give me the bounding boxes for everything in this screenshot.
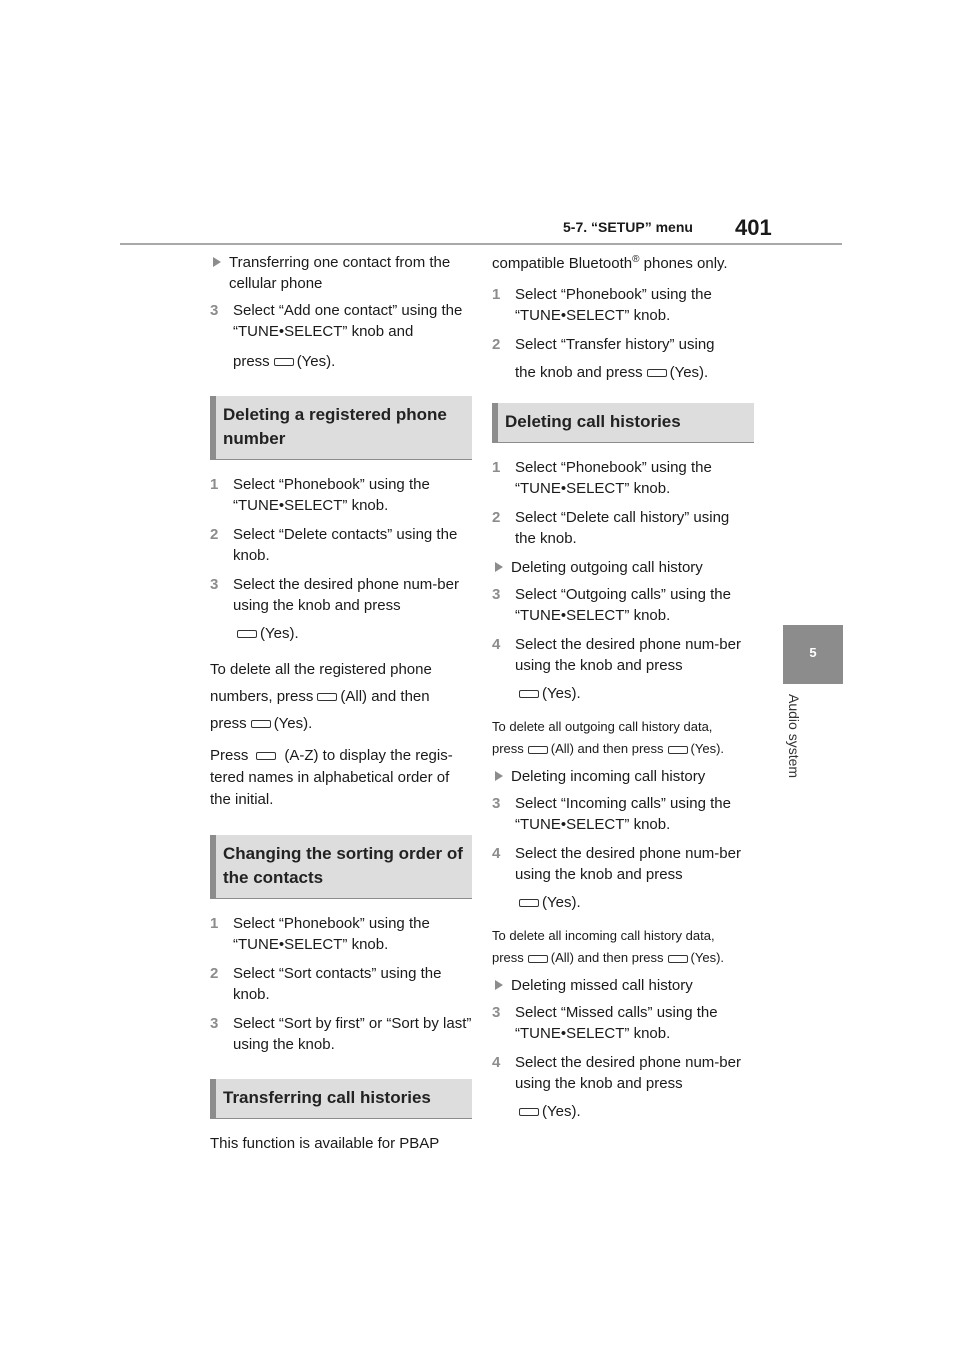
step-text: Select “Delete contacts” using the knob. [233, 526, 458, 564]
button-label: (Yes). [542, 1103, 581, 1120]
section-heading: Deleting a registered phone number [210, 396, 472, 460]
para-text: To delete all the registered phone [210, 661, 432, 678]
step-number: 1 [492, 286, 501, 303]
step-number: 3 [210, 302, 219, 319]
step-text: Select “Sort by first” or “Sort by last” using the knob. [233, 1015, 472, 1053]
screen-button-icon [256, 752, 276, 760]
step [210, 474, 472, 516]
step-number: 4 [492, 845, 501, 862]
header-divider [120, 243, 842, 245]
screen-button-icon [668, 955, 688, 963]
step-text: Select “Phonebook” using the “TUNE•SELECT” knob. [233, 476, 430, 514]
step [210, 574, 472, 648]
triangle-bullet-icon [495, 562, 503, 572]
step-text: Select “Phonebook” using the “TUNE•SELECT” knob. [233, 915, 430, 953]
step-number: 1 [210, 476, 219, 493]
screen-button-icon [519, 1108, 539, 1116]
step [210, 963, 472, 1005]
step-number: 3 [492, 795, 501, 812]
step-text: Select “Outgoing calls” using the “TUNE•SELECT” knob. [515, 586, 731, 624]
step [492, 1002, 754, 1044]
note [492, 925, 754, 969]
screen-button-icon [237, 630, 257, 638]
section-heading: Changing the sorting order of the contacts [210, 835, 472, 899]
step-text: Select “Add one contact” using the “TUNE•SELECT” knob and [233, 302, 463, 340]
note-text: (All) and then press [550, 741, 664, 756]
section-title: 5-7. “SETUP” menu [563, 219, 693, 235]
press-line [515, 680, 754, 708]
step-number: 4 [492, 636, 501, 653]
list-item [492, 975, 754, 996]
step-number: 1 [492, 459, 501, 476]
step [210, 524, 472, 566]
screen-button-icon [668, 746, 688, 754]
press-line [233, 348, 472, 376]
list-item [492, 766, 754, 787]
step-number: 2 [210, 526, 219, 543]
screen-button-icon [251, 720, 271, 728]
step-text: Select “Phonebook” using the “TUNE•SELECT” knob. [515, 286, 712, 324]
button-label: (Yes). [669, 364, 709, 381]
paragraph [210, 745, 472, 811]
step-text: Select “Phonebook” using the “TUNE•SELECT” knob. [515, 459, 712, 497]
step [210, 1013, 472, 1055]
triangle-bullet-icon [495, 980, 503, 990]
step [492, 334, 754, 387]
page-number: 401 [735, 215, 772, 240]
button-label: (Yes). [542, 685, 581, 702]
paragraph: This function is available for PBAP [210, 1135, 440, 1152]
step-number: 2 [492, 336, 501, 353]
screen-button-icon [519, 899, 539, 907]
step [492, 1052, 754, 1126]
step-text: Select the desired phone num-ber using the knob and press [233, 576, 459, 614]
section-heading: Transferring call histories [210, 1079, 472, 1119]
button-label: (Yes). [260, 625, 299, 642]
triangle-bullet-icon [495, 771, 503, 781]
registered-mark: ® [632, 254, 640, 265]
step-number: 1 [210, 915, 219, 932]
step [210, 300, 472, 376]
step-text: Select “Delete call history” using the knob. [515, 509, 730, 547]
button-label: (Yes). [296, 353, 336, 370]
para-text: tered names in alphabetical order of the initial. [210, 769, 450, 808]
triangle-bullet-icon [213, 257, 221, 267]
chapter-label: Audio system [786, 694, 802, 779]
screen-button-icon [647, 369, 667, 377]
step [492, 634, 754, 708]
screen-button-icon [528, 955, 548, 963]
screen-button-icon [274, 358, 294, 366]
press-text: the knob and press [515, 364, 643, 381]
step-text: Select the desired phone num-ber using the knob and press [515, 1054, 741, 1092]
step-text: Select “Transfer history” using [515, 336, 715, 353]
bullet-text: Deleting incoming call history [511, 768, 706, 785]
step [492, 793, 754, 835]
section-heading: Deleting call histories [492, 403, 754, 443]
note-text: To delete all outgoing call history data, [492, 719, 713, 734]
step-text: Select “Incoming calls” using the “TUNE•SELECT” knob. [515, 795, 731, 833]
chapter-tab [783, 625, 843, 684]
step [492, 284, 754, 326]
para-text: phones only. [639, 255, 728, 272]
bullet-text: Transferring one contact from the cellular phone [229, 254, 451, 292]
step-text: Select the desired phone num-ber using the knob and press [515, 845, 741, 883]
paragraph [210, 656, 472, 737]
step [492, 457, 754, 499]
list-item [210, 252, 472, 294]
press-line [515, 359, 754, 387]
step-number: 3 [492, 586, 501, 603]
note-text: (All) and then press [550, 950, 664, 965]
step [492, 584, 754, 626]
para-text: (Yes). [273, 715, 313, 732]
note-text: To delete all incoming call history data, [492, 928, 715, 943]
press-line [515, 889, 754, 917]
press-text: press [233, 353, 270, 370]
step-text: Select the desired phone num-ber using the knob and press [515, 636, 741, 674]
para-text: numbers, press [210, 688, 314, 705]
note-text: press [492, 950, 524, 965]
para-text: compatible Bluetooth [492, 255, 633, 272]
para-text: (A-Z) to display the regis- [284, 747, 453, 764]
note-text: press [492, 741, 524, 756]
chapter-number: 5 [809, 645, 817, 660]
step-number: 3 [210, 576, 219, 593]
note-text: (Yes). [690, 950, 725, 965]
right-column [492, 252, 754, 1134]
step-text: Select “Missed calls” using the “TUNE•SELECT” knob. [515, 1004, 718, 1042]
left-column [210, 252, 472, 1160]
para-text: (All) and then [340, 688, 430, 705]
press-line [515, 1098, 754, 1126]
press-line [233, 620, 472, 648]
step-number: 2 [492, 509, 501, 526]
screen-button-icon [528, 746, 548, 754]
step-number: 3 [210, 1015, 219, 1032]
step [492, 843, 754, 917]
note-text: (Yes). [690, 741, 725, 756]
button-label: (Yes). [542, 894, 581, 911]
step-number: 3 [492, 1004, 501, 1021]
para-text: Press [210, 747, 249, 764]
bullet-text: Deleting outgoing call history [511, 559, 703, 576]
chapter-label-wrap [786, 694, 806, 794]
step-text: Select “Sort contacts” using the knob. [233, 965, 442, 1003]
list-item [492, 557, 754, 578]
step-number: 4 [492, 1054, 501, 1071]
step [210, 913, 472, 955]
paragraph [492, 250, 754, 278]
bullet-text: Deleting missed call history [511, 977, 693, 994]
screen-button-icon [317, 693, 337, 701]
screen-button-icon [519, 690, 539, 698]
note [492, 716, 754, 760]
step [492, 507, 754, 549]
step-number: 2 [210, 965, 219, 982]
para-text: press [210, 715, 247, 732]
